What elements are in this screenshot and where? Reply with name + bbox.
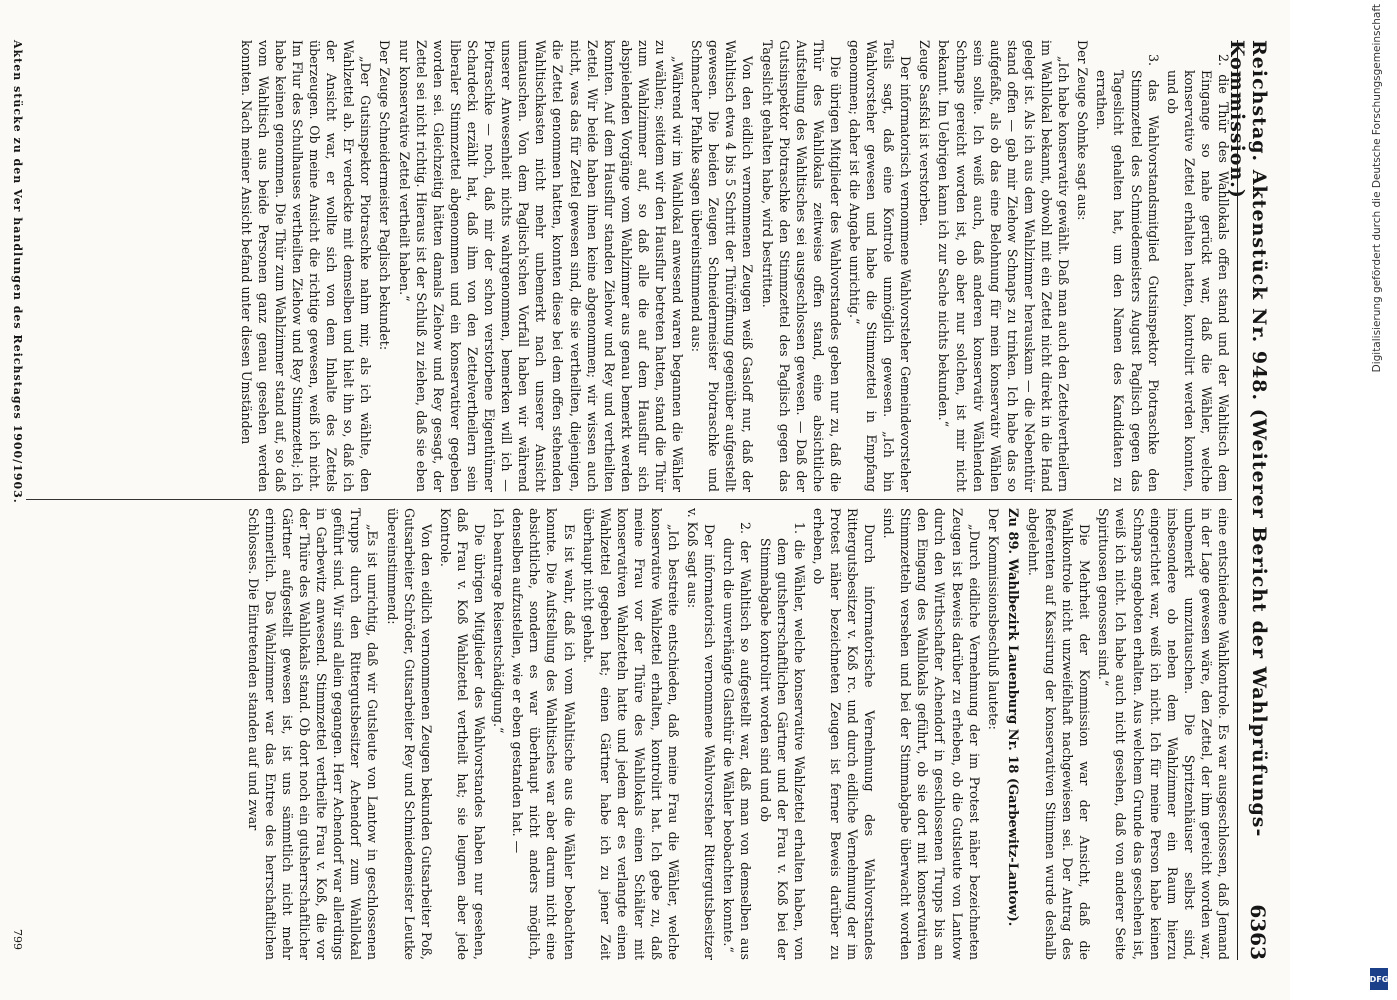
left-column	[26, 40, 1232, 492]
paragraph: Die übrigen Mitglieder des Wahlvorstandes geben nur zu, daß die Thür des Wahllokals zeitweise offen stand, eine absichtliche Aufstellung des Wahltisches sei ausgeschlossen gewesen. — Daß der Gutsinspektor Piotraschke den Stimmzettel des Paglisch gegen das Tageslicht gehalten habe, wird bestritten.	[759, 40, 843, 492]
page-footer	[6, 40, 24, 960]
paragraph: Von den eidlich vernommenen Zeugen weiß Gasloff nur, daß der Wahltisch etwa 4 bis 5 Schritt der Thüröffnung gegenüber aufgestellt gewesen. Die beiden Zeugen Schneidermeister Piotraschke und Schmacher Pfahlke sagen übereinstimmend aus:	[689, 40, 756, 492]
right-column	[26, 508, 1232, 960]
paragraph: Die Mehrheit der Kommission war der Ansicht, daß die Wahlkontrole nicht unzweifelhaft nachgewiesen sei. Der Antrag des Referenten auf Kassirung der konservativen Stimmen wurde deshalb abgelehnt.	[1025, 508, 1093, 960]
paragraph: Der Zeuge Sohnke sagt aus:	[1075, 40, 1091, 221]
paragraph: Der Kommissionsbeschluß lautete:	[985, 508, 1001, 730]
paragraph: „Ich bestreite entschieden, daß meine Frau die Wähler, welche konservative Wahlzettel erhalten, kontrolirt hat. Ich gebe zu, daß meine Frau vor der Thüre des Wahllokals einen Schälter mit konservativen Wahlzetteln hatte und jedem der es verlangte einen Wahlzettel gegeben hat; einen Gärtner habe ich zu jener Zeit überhaupt nicht gehabt.	[580, 508, 682, 960]
header-rule	[1237, 40, 1238, 960]
paragraph: „Durch eidliche Vernehmung der im Protest näher bezeichneten Zeugen ist Beweis darüber zu erheben, ob die Gutsleute von Lantow durch den Wirthschafter Achendorf in geschlossenen Trupps bis an den Eingang des Wahllokals geführt, ob sie dort mit konservativen Stimmzetteln versehen und bei der Stimmabgabe überwacht worden sind.	[881, 508, 982, 960]
dfg-logo	[1370, 968, 1388, 990]
text-columns	[26, 40, 1232, 960]
page-header	[1226, 40, 1276, 960]
paragraph: „Es ist unrichtig, daß wir Gutsleute von Lantow in geschlossenen Trupps durch den Rittergutsbesitzer Achendorf zum Wahllokal geführt sind. Wir sind allein gegangen. Herr Achendorf war allerdings in Garbewitz anwesend. Stimmzettel vertheilte Frau v. Koß, die vor der Thüre des Wahllokals stand. Ob dort noch ein gutsherrschaftlicher Gärtner aufgestellt gewesen ist, ist uns sämmtlich nicht mehr erinnerlich. Das Wahlzimmer war das Entree des herrschaftlichen Schlosses. Die Eintretenden standen auf und zwar	[245, 508, 381, 960]
paragraph: „Während wir im Wahllokal anwesend waren begannen die Wähler zu wählen; seitdem wir den Hausflur betreten hatten, stand die Thür zum Wahlzimmer auf, so daß alle die auf dem Hausflur sich abspielenden Vorgänge vom Wahlzimmer aus genau bemerkt werden konnten. Auf dem Hausflur standen Ziehow und Rey und vertheilten Zettel. Wir beide haben ihnen keine abgenommen; wir wissen auch nicht, was das für Zettel gewesen sind, die sie vertheilten, diejenigen, die Zettel genommen hatten, konnten diese bei dem offen stehenden Wahltischkasten nicht mehr unbemerkt nach unserer Ansicht umtauschen. Von dem Paglisch'schen Vorfall haben wir während unserer Anwesenheit nichts wahrgenommen, bemerken will ich — Piotraschke — noch, daß mir der schon verstorbene Eigenthümer Schardecki erzählt hat, daß ihm von den Zettelvertheilern sein liberaler Stimmzettel abgenommen und ein konservativer gegeben worden sei. Gleichzeitig hätten damals Ziehow und Rey gesagt, der Zettel sei nicht richtig. Hieraus ist der Schluß zu ziehen, daß sie eben nur konservative Zettel vertheilt haben.“	[396, 40, 686, 492]
digitization-note-text: Digitalisierung gefördert durch die Deutsche Forschungsgemeinschaft	[1371, 4, 1383, 373]
paragraph: 1. die Wähler, welche konservative Wahlzettel erhalten haben, von dem gutsherrschaftlichen Gärtner und der Frau v. Koß bei der Stimmabgabe kontrolirt worden sind und ob	[757, 522, 807, 960]
paragraph: „Ich habe konservativ gewählt. Daß man auch den Zettelvertheilern im Wahllokal bekannt, obwohl mit ein Zettel nicht direkt in die Hand gelegt ist. Als ich aus dem Wahlzimmer herauskam — die Nebenthür stand offen — gab mir Ziehow Schnaps zu trinken. Ich habe das so aufgefaßt, als ob das eine Belohnung für mein konservativ Wählen sein sollte. Ich weiß auch, daß anderen konservativ Wählenden Schnaps gereicht worden ist, ob aber nur solchen, ist mir nicht bekannt. Im Uebrigen kann ich zur Sache nichts bekunden.“	[936, 40, 1072, 492]
dfg-logo-text: DFG	[1369, 974, 1389, 984]
page-number: 6363	[1246, 904, 1270, 960]
paragraph: eine entschiedene Wahlkontrole. Es war ausgeschlossen, daß Jemand in der Lage gewesen wäre, den Zettel, der ihm gereicht worden war, unbemerkt umzutauschen. Die Spritzenhäuser selbst sind, insbesondere ob neben dem Wahlzimmer ein Raum hierzu eingerichtet war, weiß ich nicht. Ich für meine Person habe keinen Schnaps angeboten erhalten. Aus welchem Grunde das geschehen ist, weiß ich nicht. Ich habe auch nicht gesehen, daß von anderer Seite Spirituosen genossen sind.“	[1096, 508, 1231, 960]
footer-signature: 799	[11, 929, 24, 950]
paragraph: Durch informatorische Vernehmung des Wahlvorstandes Rittergutsbesitzer v. Koß rc. und durch eidliche Vernehmung der im Protest näher bezeichneten Zeugen ist ferner Beweis darüber zu erheben, ob	[810, 508, 878, 960]
paragraph: Zeuge Sasfski ist verstorben.	[917, 40, 933, 227]
paragraph: Der informatorisch vernommene Wahlvorsteher Gemeindevorsteher Teils sagt, daß eine Kontrole unmöglich gewesen. „Ich bin Wahlvorsteher gewesen und habe die Stimmzettel in Empfang genommen; daher ist die Angabe unrichtig.“	[847, 40, 914, 492]
paragraph: 2. der Wahltisch so aufgestellt war, daß man von demselben aus durch die unverhängte Glasthür die Wähler beobachten konnte.“	[721, 522, 754, 960]
paragraph: Der Zeuge Schneidermeister Paglisch bekundet:	[377, 40, 393, 351]
running-title: Reichstag. Aktenstück Nr. 948. (Weiterer Bericht der Wahlprüfungs-Kommission.)	[1226, 40, 1270, 838]
paragraph: „Der Gutsinspektor Piotraschke nahm mir, als ich wählte, den Wahlzettel ab. Er verdeckte mit demselben und hielt ihn so, daß ich der Ansicht war, er wollte sich von dem Inhalte des Zettels überzeugen. Ob meine Ansicht die richtige gewesen, weiß ich nicht. Im Flur des Schulhauses vertheilten Ziehow und Rey Stimmzettel; ich habe keinen genommen. Die Thür zum Wahlzimmer stand auf, so daß vom Wahltisch aus beide Personen ganz genau gesehen werden konnten. Nach meiner Ansicht befand unter diesen Umständen	[238, 40, 374, 492]
paragraph: 3. das Wahlvorstandsmitglied Gutsinspektor Piotraschke den Stimmzettel des Schmiedemeisters August Paglisch gegen das Tageslicht gehalten hat, um den Namen des Kandidaten zu errathen.	[1094, 54, 1161, 492]
paragraph: Ich beantrage Reisentschädigung.“	[491, 508, 507, 734]
footer-source: Akten stücke zu den Ver handlungen des Reichstages 1900/1903.	[11, 40, 24, 504]
digitization-note	[1363, 4, 1393, 996]
paragraph: 2. die Thür des Wahllokals offen stand und der Wahltisch dem Eingange so nahe gerückt war, daß die Wähler, welche konservative Zettel erhalten hatten, kontrolirt werden konnten, und ob	[1164, 54, 1231, 492]
paragraph: Die übrigen Mitglieder des Wahlvorstandes haben nur gesehen, daß Frau v. Koß Wahlzettel vertheilt hat; sie leugnen aber jede Kontrole.	[437, 508, 488, 960]
paragraph: Es ist wahr, daß ich vom Wahltische aus die Wähler beobachten konnte. Die Aufstellung des Wahltisches war aber darum nicht eine absichtliche, sondern es war überhaupt nicht anders möglich, denselben aufzustellen, wie er eben gestanden hat. —	[510, 508, 577, 960]
section-heading: Zu 89. Wahlbezirk Lauenburg Nr. 18 (Garbewitz-Lantow).	[1004, 508, 1020, 927]
paragraph: Von den eidlich vernommenen Zeugen bekunden Gutsarbeiter Poß, Gutsarbeiter Schröder, Gutsarbeiter Rey und Schmiedemeister Leutke übereinstimmend:	[384, 508, 434, 960]
paragraph: Der informatorisch vernommene Wahlvorsteher Rittergutsbesitzer v. Koß sagt aus:	[685, 508, 718, 960]
column-divider	[26, 499, 1232, 500]
